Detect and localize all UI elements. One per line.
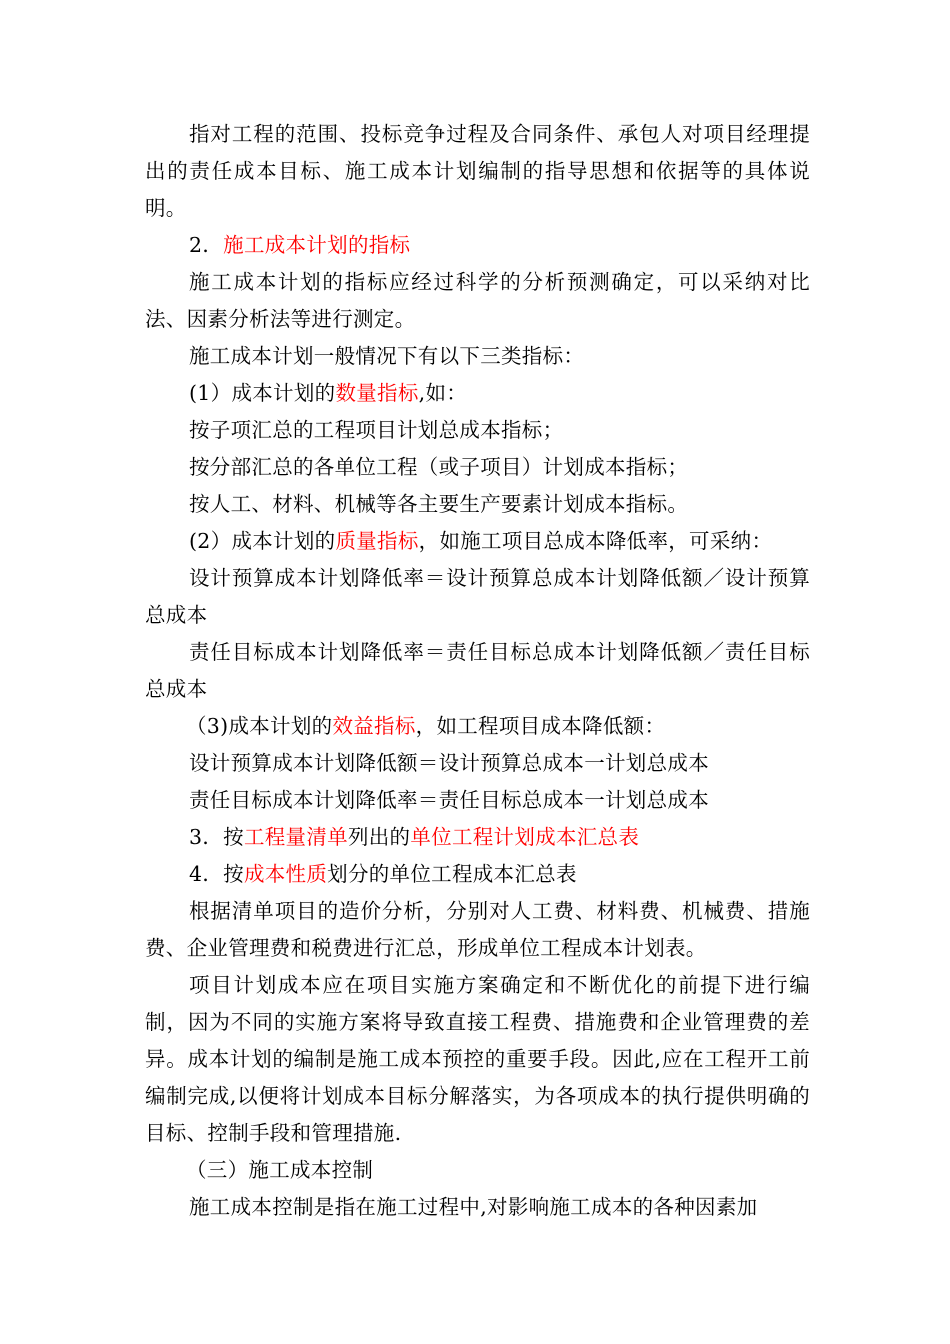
highlight-quantity-indicator: 数量指标 xyxy=(335,381,419,405)
paragraph-cost-summary: 根据清单项目的造价分析，分别对人工费、材料费、机械费、措施费、企业管理费和税费进行汇总，形成单位工程成本计划表。 xyxy=(145,899,810,960)
heading-number: 2． xyxy=(189,233,224,257)
heading-cost-nature: 4．按成本性质划分的单位工程成本汇总表 xyxy=(189,862,577,886)
highlight-cost-nature: 成本性质 xyxy=(243,862,328,886)
item-benefit-indicator: （3)成本计划的效益指标，如工程项目成本降低额： xyxy=(186,714,666,738)
formula-design-budget-amount: 设计预算成本计划降低额＝设计预算总成本一计划总成本 xyxy=(189,751,709,775)
heading-bill-of-quantities: 3．按工程量清单列出的单位工程计划成本汇总表 xyxy=(189,825,640,849)
heading-title: 施工成本计划的指标 xyxy=(223,233,411,257)
formula-responsibility-target-amount: 责任目标成本计划降低率＝责任目标总成本一计划总成本 xyxy=(189,788,709,812)
paragraph-three-indicator-types: 施工成本计划一般情况下有以下三类指标： xyxy=(189,344,585,368)
highlight-unit-cost-summary: 单位工程计划成本汇总表 xyxy=(410,825,640,849)
highlight-quality-indicator: 质量指标 xyxy=(335,529,419,553)
paragraph-indicator-method: 施工成本计划的指标应经过科学的分析预测确定，可以采纳对比法、因素分析法等进行测定。 xyxy=(145,270,810,331)
list-item-production-factors: 按人工、材料、机械等各主要生产要素计划成本指标。 xyxy=(189,492,689,516)
highlight-bill-of-quantities: 工程量清单 xyxy=(243,825,348,849)
heading-cost-plan-indicators xyxy=(189,227,829,264)
list-item-division-total: 按分部汇总的各单位工程（或子项目）计划成本指标； xyxy=(189,455,689,479)
item-quality-indicator: (2）成本计划的质量指标，如施工项目总成本降低率，可采纳： xyxy=(189,529,773,553)
section-heading-cost-control: （三）施工成本控制 xyxy=(186,1158,374,1182)
highlight-benefit-indicator: 效益指标 xyxy=(332,714,416,738)
paragraph-scope-description: 指对工程的范围、投标竞争过程及合同条件、承包人对项目经理提出的责任成本目标、施工成本计划编制的指导思想和依据等的具体说明。 xyxy=(145,122,810,220)
item-quantity-indicator: (1）成本计划的数量指标,如： xyxy=(189,381,468,405)
paragraph-cost-control-definition: 施工成本控制是指在施工过程中,对影响施工成本的各种因素加 xyxy=(189,1195,758,1219)
formula-design-budget-rate: 设计预算成本计划降低率＝设计预算总成本计划降低额／设计预算总成本 xyxy=(145,566,810,627)
formula-responsibility-target-rate: 责任目标成本计划降低率＝责任目标总成本计划降低额／责任目标总成本 xyxy=(145,640,810,701)
paragraph-plan-preparation: 项目计划成本应在项目实施方案确定和不断优化的前提下进行编制，因为不同的实施方案将导致直接工程费、措施费和企业管理费的差异。成本计划的编制是施工成本预控的重要手段。因此,应在工程开工前编制完成,以便将计划成本目标分解落实，为各项成本的执行提供明确的目标、控制手段和管理措施. xyxy=(145,973,810,1145)
list-item-subproject-total: 按子项汇总的工程项目计划总成本指标； xyxy=(189,418,564,442)
